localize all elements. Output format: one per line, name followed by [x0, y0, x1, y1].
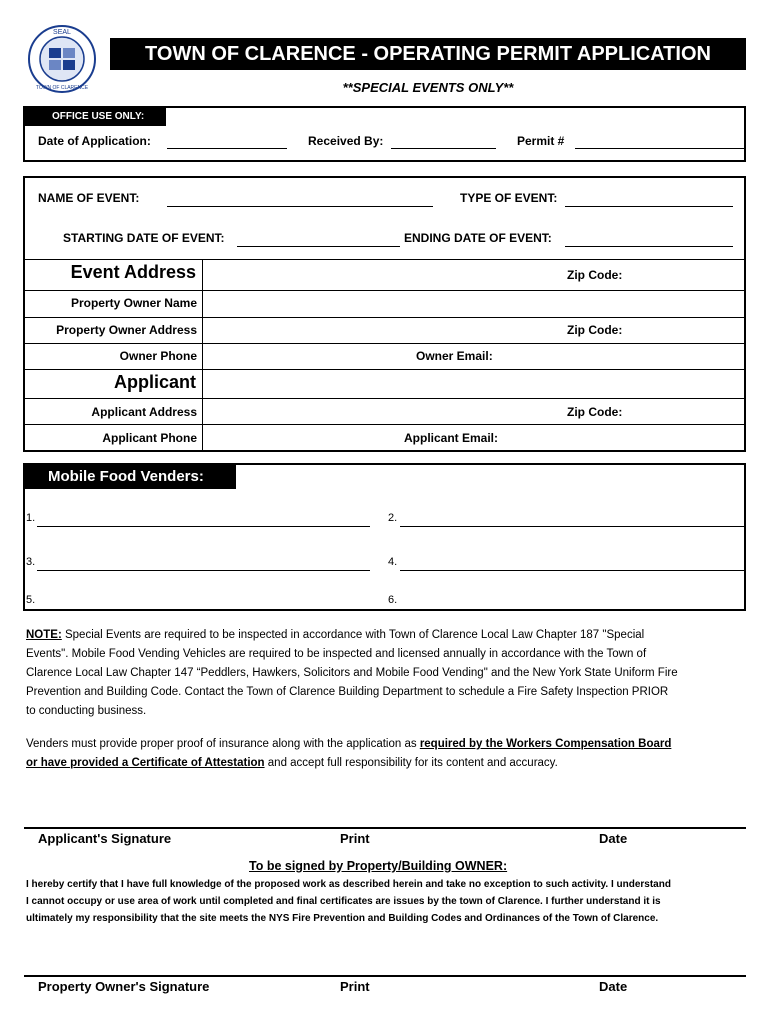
owner-signing-heading: To be signed by Property/Building OWNER:	[249, 859, 508, 873]
event-address-heading: Event Address	[70, 262, 196, 282]
start-date-field[interactable]	[237, 246, 400, 247]
seal-top-text: SEAL	[53, 29, 71, 36]
applicant-email-label: Applicant Email:	[404, 431, 499, 445]
applicant-zip-label: Zip Code:	[567, 405, 623, 419]
owner-date-label: Date	[599, 979, 628, 994]
grid-divider	[24, 290, 745, 291]
note-line: to conducting business.	[26, 705, 147, 717]
applicant-date-label: Date	[599, 831, 628, 846]
owner-zip-label: Zip Code:	[567, 323, 623, 337]
town-seal-logo	[27, 24, 97, 94]
certification-line: I cannot occupy or use area of work until completed and final certificates are issues by the town of Clarence. I further understand it is	[26, 896, 661, 907]
insurance-text: and accept full responsibility for its content and accuracy.	[267, 757, 558, 769]
start-date-label: STARTING DATE OF EVENT:	[63, 231, 225, 245]
end-date-label: ENDING DATE OF EVENT:	[404, 231, 552, 245]
note-line: Prevention and Building Code. Contact the Town of Clarence Building Department to schedule a Fire Safety Inspection PRIOR	[26, 686, 669, 698]
owner-signature-line[interactable]	[24, 975, 746, 977]
event-zip-label: Zip Code:	[567, 268, 623, 282]
vendor-number: 5.	[26, 594, 36, 606]
applicant-print-label: Print	[340, 831, 370, 846]
note-line: Events". Mobile Food Vending Vehicles are required to be inspected and licensed annually in accordance with the Town of	[26, 648, 647, 660]
applicant-phone-label: Applicant Phone	[102, 431, 197, 445]
owner-name-label: Property Owner Name	[70, 296, 197, 310]
date-of-application-label: Date of Application:	[38, 134, 151, 148]
applicant-address-label: Applicant Address	[91, 405, 197, 419]
owner-certification	[26, 876, 746, 927]
certification-line: I hereby certify that I have full knowledge of the proposed work as described herein and take no exception to such activity. I understand	[26, 879, 671, 890]
received-by-label: Received By:	[308, 134, 384, 148]
event-type-field[interactable]	[565, 206, 733, 207]
grid-column-divider	[202, 259, 203, 450]
mobile-food-vendors-tag: Mobile Food Venders:	[24, 465, 236, 489]
owner-phone-label: Owner Phone	[119, 349, 197, 363]
form-subtitle: **SPECIAL EVENTS ONLY**	[342, 80, 514, 95]
certification-line: ultimately my responsibility that the site meets the NYS Fire Prevention and Building Codes and Ordinances of the Town of Clarence.	[26, 913, 659, 924]
vendor-number: 2.	[388, 512, 398, 524]
seal-bottom-text: TOWN OF CLARENCE	[35, 85, 89, 91]
vendor-number: 4.	[388, 556, 398, 568]
received-by-field[interactable]	[391, 148, 496, 149]
grid-divider	[24, 259, 745, 260]
permit-number-field[interactable]	[575, 148, 745, 149]
event-name-label: NAME OF EVENT:	[38, 191, 140, 205]
permit-number-label: Permit #	[517, 134, 565, 148]
end-date-field[interactable]	[565, 246, 733, 247]
note-line: Clarence Local Law Chapter 147 “Peddlers, Hawkers, Solicitors and Mobile Food Vending" and the New York State Uniform Fire	[26, 667, 678, 679]
vendor-field-1[interactable]	[37, 526, 370, 527]
grid-divider	[24, 424, 745, 425]
vendor-number: 3.	[26, 556, 36, 568]
applicant-heading: Applicant	[113, 372, 196, 392]
vendor-number: 6.	[388, 594, 398, 606]
owner-address-label: Property Owner Address	[56, 323, 197, 337]
insurance-text: Venders must provide proper proof of insurance along with the application as	[26, 738, 417, 750]
grid-divider	[24, 369, 745, 370]
vendor-field-2[interactable]	[400, 526, 744, 527]
owner-email-label: Owner Email:	[416, 349, 493, 363]
vendor-field-3[interactable]	[37, 570, 370, 571]
insurance-emphasis: or have provided a Certificate of Attestation	[26, 757, 265, 769]
note-lead: NOTE:	[26, 629, 62, 641]
grid-divider	[24, 343, 745, 344]
office-use-tag: OFFICE USE ONLY:	[24, 107, 166, 126]
form-title: TOWN OF CLARENCE - OPERATING PERMIT APPLICATION	[110, 38, 746, 70]
grid-divider	[24, 317, 745, 318]
insurance-paragraph	[26, 735, 746, 773]
event-name-field[interactable]	[167, 206, 433, 207]
note-line: Special Events are required to be inspected in accordance with Town of Clarence Local Law Chapter 187 "Special	[64, 629, 645, 641]
owner-print-label: Print	[340, 979, 370, 994]
grid-divider	[24, 398, 745, 399]
insurance-emphasis: required by the Workers Compensation Board	[419, 738, 672, 750]
note-paragraph	[26, 626, 746, 721]
applicant-signature-line[interactable]	[24, 827, 746, 829]
owner-signature-label: Property Owner's Signature	[38, 979, 210, 994]
event-type-label: TYPE OF EVENT:	[460, 191, 558, 205]
vendor-field-4[interactable]	[400, 570, 744, 571]
vendor-number: 1.	[26, 512, 36, 524]
date-of-application-field[interactable]	[167, 148, 287, 149]
applicant-signature-label: Applicant's Signature	[38, 831, 172, 846]
